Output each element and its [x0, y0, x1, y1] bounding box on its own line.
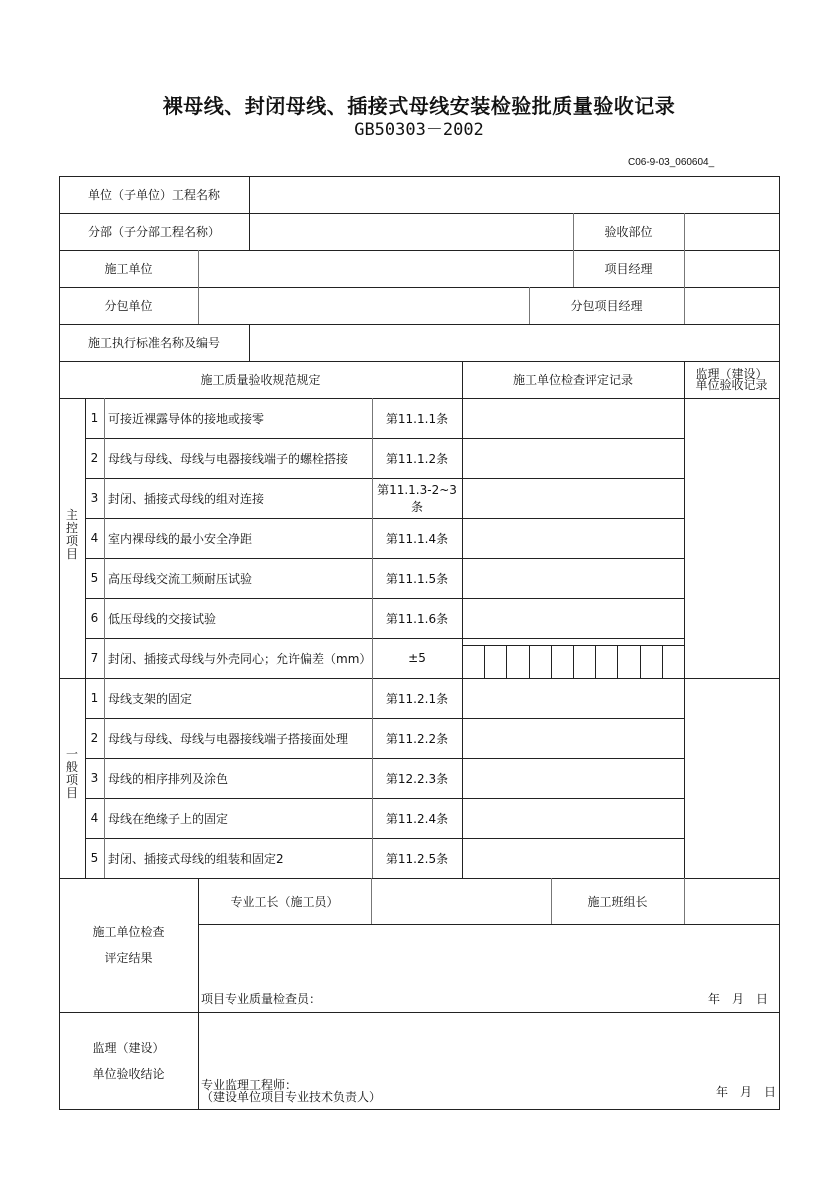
item-description: 低压母线的交接试验	[108, 611, 217, 626]
item-number: 7	[90, 651, 99, 665]
sub-project-field[interactable]	[249, 213, 573, 250]
check-record-cell[interactable]	[462, 478, 684, 518]
item-number: 5	[90, 851, 99, 865]
item-clause: 第11.2.1条	[385, 691, 449, 706]
item-clause: 第12.2.3条	[385, 771, 449, 786]
item-number: 4	[90, 811, 99, 825]
engineer-sublabel: （建设单位项目专业技术负责人）	[201, 1090, 382, 1104]
item-number: 6	[90, 611, 99, 625]
supervision-record-cell[interactable]	[684, 838, 779, 878]
inspector-label: 项目专业质量检查员：	[201, 992, 322, 1006]
item-clause: 第11.1.2条	[385, 451, 449, 466]
item-number: 2	[90, 451, 99, 465]
item-clause: 第11.1.5条	[385, 571, 449, 586]
item-description: 母线支架的固定	[108, 691, 193, 706]
supervision-header-line2: 单位验收记录	[695, 377, 768, 392]
general-items-category	[65, 748, 79, 800]
team-leader-label: 施工班组长	[587, 894, 648, 909]
foreman-field[interactable]	[371, 878, 551, 924]
category-char: 项	[65, 773, 78, 787]
item-clause: ±5	[408, 651, 426, 665]
supervision-record-cell[interactable]	[684, 798, 779, 838]
check-record-cell[interactable]	[462, 518, 684, 558]
acceptance-part-label: 验收部位	[604, 225, 653, 239]
main-items-category	[65, 509, 79, 561]
supervision-record-cell[interactable]	[684, 518, 779, 558]
item-number: 1	[90, 411, 99, 425]
supervision-column-header	[684, 361, 779, 398]
item-number: 5	[90, 571, 99, 585]
sub-project-manager-label: 分包项目经理	[570, 299, 643, 313]
project-name-label: 单位（子单位）工程名称	[87, 188, 220, 202]
standard-field[interactable]	[249, 324, 779, 361]
supervision-record-cell[interactable]	[684, 558, 779, 598]
item-clause: 第11.1.4条	[385, 531, 449, 546]
category-char: 目	[65, 786, 78, 800]
category-char: 一	[65, 747, 78, 761]
contractor-result-line1: 施工单位检查	[92, 925, 165, 939]
item-number: 2	[90, 731, 99, 745]
item-clause: 第11.2.2条	[385, 731, 449, 746]
check-record-cell[interactable]	[462, 838, 684, 878]
check-record-cell[interactable]	[462, 558, 684, 598]
item-clause: 第11.2.5条	[385, 851, 449, 866]
check-record-cell[interactable]	[462, 398, 684, 438]
standard-label: 施工执行标准名称及编号	[87, 336, 220, 350]
item-clause: 第11.1.1条	[385, 411, 449, 426]
subcontractor-field[interactable]	[198, 287, 529, 324]
inspector-date: 年 月 日	[708, 992, 769, 1006]
category-char: 控	[65, 521, 78, 535]
check-record-cell[interactable]	[462, 718, 684, 758]
supervision-conclusion-line2: 单位验收结论	[92, 1066, 165, 1081]
supervision-date: 年 月 日	[716, 1085, 777, 1099]
contractor-result-label	[59, 878, 198, 1012]
sub-project-manager-field[interactable]	[684, 287, 779, 324]
item-description: 高压母线交流工频耐压试验	[108, 571, 253, 586]
category-char: 般	[65, 760, 78, 774]
item-number: 3	[90, 771, 99, 785]
contractor-field[interactable]	[198, 250, 573, 287]
acceptance-part-field[interactable]	[684, 213, 779, 250]
item-description: 母线在绝缘子上的固定	[108, 811, 229, 826]
supervision-record-cell[interactable]	[684, 398, 779, 438]
category-char: 主	[65, 508, 78, 522]
contractor-label: 施工单位	[104, 262, 153, 276]
item-clause: 第11.2.4条	[385, 811, 449, 826]
item-number: 1	[90, 691, 99, 705]
project-manager-field[interactable]	[684, 250, 779, 287]
item-number: 4	[90, 531, 99, 545]
item-description: 可接近裸露导体的接地或接零	[108, 411, 265, 426]
foreman-label: 专业工长（施工员）	[230, 894, 339, 909]
grid-line	[59, 1109, 780, 1110]
category-char: 目	[65, 547, 78, 561]
item-number: 3	[90, 491, 99, 505]
supervision-header-line1: 监理（建设）	[695, 366, 768, 381]
check-record-cell[interactable]	[462, 438, 684, 478]
item-clause: 第11.1.6条	[385, 611, 449, 626]
check-record-cell[interactable]	[462, 638, 684, 678]
engineer-label: 专业监理工程师：	[201, 1078, 298, 1092]
item-description: 封闭、插接式母线的组对连接	[108, 491, 265, 506]
supervision-record-cell[interactable]	[684, 598, 779, 638]
contractor-result-line2: 评定结果	[104, 951, 153, 965]
item-description: 封闭、插接式母线的组装和固定2	[108, 851, 284, 866]
form-title: 裸母线、封闭母线、插接式母线安装检验批质量验收记录	[162, 94, 676, 118]
supervision-conclusion-line1: 监理（建设）	[92, 1040, 165, 1055]
item-description: 母线与母线、母线与电器接线端子搭接面处理	[108, 731, 349, 746]
item-description: 室内裸母线的最小安全净距	[108, 531, 253, 546]
project-manager-label: 项目经理	[604, 262, 653, 276]
spec-column-header: 施工质量验收规范规定	[200, 373, 321, 387]
supervision-conclusion-label	[59, 1012, 198, 1109]
supervision-record-cell[interactable]	[684, 438, 779, 478]
check-record-column-header: 施工单位检查评定记录	[512, 373, 633, 387]
standard-number: GB50303－2002	[354, 120, 484, 140]
subcontractor-label: 分包单位	[104, 299, 153, 313]
item-description: 封闭、插接式母线与外壳同心；允许偏差（mm）	[108, 651, 372, 666]
form-code: C06-9-03_060604_	[628, 157, 715, 168]
supervision-record-cell[interactable]	[684, 678, 779, 718]
grid-line	[779, 176, 780, 1110]
item-description: 母线的相序排列及涂色	[108, 771, 229, 786]
category-char: 项	[65, 534, 78, 548]
supervision-record-cell[interactable]	[684, 478, 779, 518]
item-description: 母线与母线、母线与电器接线端子的螺栓搭接	[108, 451, 349, 466]
project-name-field[interactable]	[249, 176, 779, 213]
check-record-cell[interactable]	[462, 798, 684, 838]
check-record-cell[interactable]	[462, 678, 684, 718]
check-record-cell[interactable]	[462, 758, 684, 798]
sub-project-label: 分部（子分部工程名称）	[87, 225, 220, 239]
supervision-record-cell[interactable]	[684, 718, 779, 758]
supervision-record-cell[interactable]	[684, 758, 779, 798]
team-leader-field[interactable]	[684, 878, 779, 924]
supervision-record-cell[interactable]	[684, 638, 779, 678]
item-clause: 第11.1.3-2~3条	[377, 483, 457, 514]
check-record-cell[interactable]	[462, 598, 684, 638]
